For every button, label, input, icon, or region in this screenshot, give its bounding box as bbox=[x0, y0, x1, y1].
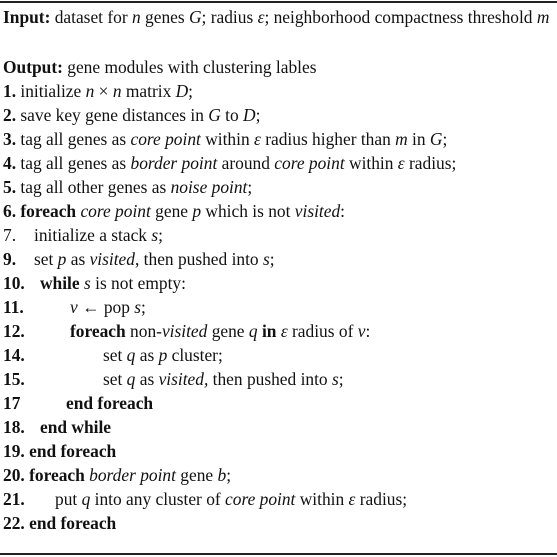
line-number: 1. bbox=[3, 81, 17, 101]
line-2 bbox=[3, 103, 260, 127]
var-q: q bbox=[248, 321, 258, 341]
input-var-n: n bbox=[131, 7, 141, 27]
var-g: G bbox=[429, 129, 443, 149]
line-3 bbox=[3, 127, 447, 151]
var-q: q bbox=[81, 489, 91, 509]
line-text: save key gene distances in bbox=[16, 105, 209, 125]
line-text: non- bbox=[125, 321, 162, 341]
line-6 bbox=[3, 199, 345, 223]
line-number: 11. bbox=[3, 297, 24, 317]
line-text: , then pushed into bbox=[134, 249, 263, 269]
line-number: 2. bbox=[3, 105, 17, 125]
var-n: n bbox=[112, 81, 122, 101]
line-10-body bbox=[40, 271, 186, 295]
term-visited: visited bbox=[161, 321, 208, 341]
line-text: radius; bbox=[355, 489, 408, 509]
line-text: tag all genes as bbox=[16, 153, 131, 173]
term-visited: visited, bbox=[158, 369, 209, 389]
line-1 bbox=[3, 79, 193, 103]
var-n: n bbox=[85, 81, 95, 101]
line-text: gene bbox=[150, 201, 193, 221]
line-text: ; bbox=[247, 177, 253, 197]
line-text: tag all other genes as bbox=[16, 177, 171, 197]
term-core-point: core point bbox=[130, 129, 201, 149]
line-number: 20. bbox=[3, 465, 25, 485]
line-15-body bbox=[103, 367, 344, 391]
line-text: as bbox=[135, 345, 159, 365]
line-text: set bbox=[103, 369, 127, 389]
line-text: ; bbox=[158, 225, 163, 245]
line-number: 6. bbox=[3, 201, 17, 221]
line-number: 10. bbox=[3, 273, 25, 293]
var-eps: ε bbox=[348, 489, 356, 509]
input-text-4: ; neighborhood compactness threshold bbox=[264, 7, 537, 27]
term-core-point: core point bbox=[80, 201, 151, 221]
line-text: which is not bbox=[201, 201, 295, 221]
var-p: p bbox=[192, 201, 202, 221]
line-text: set bbox=[103, 345, 127, 365]
line-7-body bbox=[34, 223, 163, 247]
term-visited: visited bbox=[89, 249, 135, 269]
line-7 bbox=[3, 223, 16, 247]
line-text: as bbox=[66, 249, 90, 269]
var-p: p bbox=[57, 249, 67, 269]
line-text: : bbox=[340, 201, 346, 221]
input-var-eps: ε bbox=[257, 7, 265, 27]
keyword-while: while bbox=[40, 273, 80, 293]
line-text: within bbox=[200, 129, 254, 149]
line-20 bbox=[3, 463, 231, 487]
line-text: within bbox=[295, 489, 349, 509]
var-m: m bbox=[395, 129, 408, 149]
line-number: 15. bbox=[3, 369, 25, 389]
line-text: ; bbox=[255, 105, 261, 125]
input-text-1: dataset for bbox=[50, 7, 132, 27]
keyword-foreach: foreach bbox=[16, 201, 77, 221]
input-label: Input: bbox=[3, 7, 51, 27]
line-number: 14. bbox=[3, 345, 25, 365]
times-symbol: × bbox=[94, 81, 113, 101]
line-17 bbox=[3, 391, 20, 415]
line-12-body bbox=[70, 319, 370, 343]
input-var-m: m bbox=[536, 7, 550, 27]
line-text: ; bbox=[188, 81, 194, 101]
line-text: ; bbox=[442, 129, 448, 149]
line-14-body bbox=[103, 343, 223, 367]
line-19 bbox=[3, 439, 116, 463]
line-text: ; bbox=[269, 249, 275, 269]
var-eps: ε bbox=[280, 321, 288, 341]
term-noise-point: noise point bbox=[170, 177, 248, 197]
line-18 bbox=[3, 415, 25, 439]
line-text: radius; bbox=[404, 153, 457, 173]
line-10 bbox=[3, 271, 25, 295]
input-text-2: genes bbox=[140, 7, 189, 27]
line-12 bbox=[3, 319, 25, 343]
line-number: 12. bbox=[3, 321, 25, 341]
input-line bbox=[3, 5, 551, 30]
line-text: tag all genes as bbox=[16, 129, 131, 149]
line-text: matrix bbox=[121, 81, 176, 101]
line-11-body bbox=[70, 295, 146, 319]
line-17-body bbox=[66, 391, 153, 415]
term-core-point: core point bbox=[225, 489, 296, 509]
line-4 bbox=[3, 151, 456, 175]
var-eps: ε bbox=[254, 129, 261, 149]
line-text: cluster; bbox=[167, 345, 223, 365]
keyword-end-foreach: end foreach bbox=[24, 513, 117, 533]
line-15 bbox=[3, 367, 25, 391]
var-d: D bbox=[243, 105, 256, 125]
line-text: in bbox=[407, 129, 430, 149]
line-text: is not empty: bbox=[90, 273, 186, 293]
line-21 bbox=[3, 487, 25, 511]
line-text: radius higher than bbox=[260, 129, 396, 149]
input-var-g: G bbox=[188, 7, 202, 27]
line-text: into any cluster of bbox=[90, 489, 226, 509]
line-text: around bbox=[217, 153, 275, 173]
output-line bbox=[3, 55, 316, 79]
keyword-end-foreach: end foreach bbox=[29, 441, 117, 461]
line-number: 18. bbox=[3, 417, 25, 437]
input-text-3: ; radius bbox=[201, 7, 258, 27]
keyword-end-while: end while bbox=[40, 417, 112, 437]
line-text: initialize a stack bbox=[34, 225, 152, 245]
var-g: G bbox=[208, 105, 221, 125]
line-text: then pushed into bbox=[208, 369, 332, 389]
line-text: ← pop bbox=[77, 297, 135, 317]
var-eps: ε bbox=[397, 153, 405, 173]
line-text: as bbox=[135, 369, 159, 389]
line-text: ; bbox=[338, 369, 344, 389]
line-text: ; bbox=[226, 465, 232, 485]
var-d: D bbox=[175, 81, 189, 101]
var-q: q bbox=[126, 369, 136, 389]
term-visited: visited bbox=[294, 201, 341, 221]
line-number: 19. bbox=[3, 441, 25, 461]
var-b: b bbox=[217, 465, 227, 485]
line-number: 4. bbox=[3, 153, 17, 173]
line-9 bbox=[3, 247, 16, 271]
line-text: gene bbox=[175, 465, 218, 485]
line-14 bbox=[3, 343, 25, 367]
line-text: : bbox=[365, 321, 371, 341]
line-text: initialize bbox=[16, 81, 86, 101]
line-number: 22. bbox=[3, 513, 25, 533]
line-11 bbox=[3, 295, 24, 319]
line-number: 21. bbox=[3, 489, 25, 509]
line-number: 5. bbox=[3, 177, 17, 197]
line-number: 3. bbox=[3, 129, 17, 149]
line-21-body bbox=[55, 487, 407, 511]
line-text: gene bbox=[207, 321, 249, 341]
var-q: q bbox=[126, 345, 136, 365]
bottom-rule bbox=[0, 553, 557, 555]
var-v: v bbox=[70, 297, 78, 317]
var-s: s bbox=[151, 225, 159, 245]
line-number: 17 bbox=[3, 393, 21, 413]
var-v: v bbox=[357, 321, 366, 341]
var-s: s bbox=[134, 297, 142, 317]
line-text: to bbox=[220, 105, 244, 125]
keyword-end-foreach: end foreach bbox=[66, 393, 154, 413]
keyword-in: in bbox=[261, 321, 277, 341]
line-5 bbox=[3, 175, 252, 199]
keyword-foreach: foreach bbox=[70, 321, 126, 341]
line-text: radius of bbox=[287, 321, 358, 341]
line-18-body bbox=[40, 415, 111, 439]
var-s: s bbox=[331, 369, 339, 389]
line-text: set bbox=[34, 249, 58, 269]
term-core-point: core point bbox=[274, 153, 345, 173]
var-s: s bbox=[83, 273, 91, 293]
line-text: put bbox=[55, 489, 82, 509]
term-border-point: border point bbox=[89, 465, 176, 485]
line-9-body bbox=[34, 247, 275, 271]
var-s: s bbox=[262, 249, 270, 269]
line-22 bbox=[3, 511, 116, 535]
keyword-foreach: foreach bbox=[24, 465, 85, 485]
output-label: Output: bbox=[3, 57, 63, 77]
line-text: ; bbox=[141, 297, 146, 317]
output-text: gene modules with clustering lables bbox=[62, 57, 317, 77]
top-rule bbox=[0, 1, 557, 3]
line-text: within bbox=[344, 153, 398, 173]
var-p: p bbox=[158, 345, 168, 365]
line-number: 9. bbox=[3, 249, 17, 269]
line-number: 7. bbox=[3, 225, 17, 245]
term-border-point: border point bbox=[130, 153, 218, 173]
